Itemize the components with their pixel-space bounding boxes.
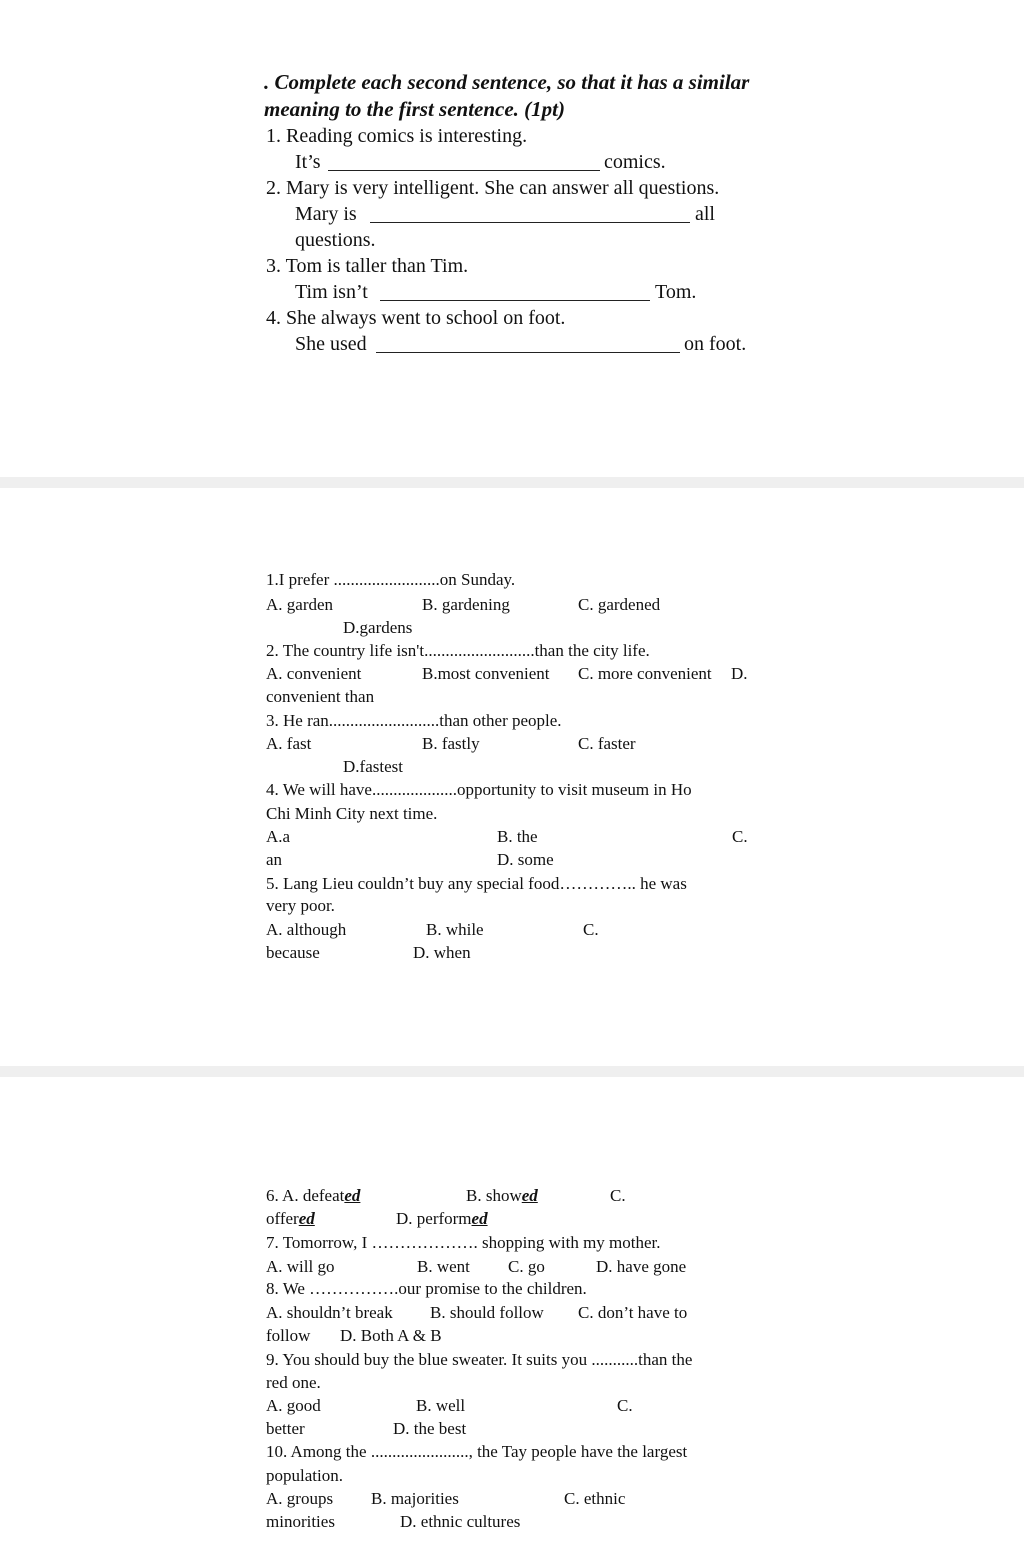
mc-7-option-b: B. went: [417, 1257, 470, 1276]
mc-6-option-c-word: [266, 1210, 315, 1227]
rewrite-question-1: 1. Reading comics is interesting.: [266, 125, 528, 147]
mc-6-option-b-text: B. show: [466, 1186, 522, 1205]
mc-8-option-b: B. should follow: [430, 1303, 544, 1322]
mc-6-option-a-text: 6. A. defeat: [266, 1186, 345, 1205]
mc-question-2: 2. The country life isn't..........................than the city life.: [266, 641, 650, 660]
mc-3-option-b: B. fastly: [422, 734, 480, 753]
rewrite-answer-4-blank[interactable]: [376, 352, 680, 353]
mc-5-option-c: C.: [583, 920, 599, 939]
mc-5-option-d: D. when: [413, 943, 471, 962]
mc-4-option-c-text: an: [266, 850, 283, 869]
mc-10-option-c: C. ethnic: [564, 1489, 626, 1508]
mc-question-10: 10. Among the ......................., the Tay people have the largest: [266, 1442, 688, 1461]
mc-6-option-b-ending: ed: [521, 1186, 538, 1205]
mc-6-option-d-ending: ed: [471, 1209, 488, 1228]
rewrite-answer-3-end: Tom.: [655, 281, 697, 303]
mc-7-option-d: D. have gone: [596, 1257, 687, 1276]
mc-8-option-c-text: follow: [266, 1326, 311, 1345]
mc-9-option-a: A. good: [266, 1396, 321, 1415]
rewrite-answer-3-start: Tim isn’t: [295, 281, 368, 303]
section-1-title-line-1: . Complete each second sentence, so that it has a similar: [264, 70, 750, 94]
mc-5-option-c-text: because: [266, 943, 320, 962]
rewrite-answer-2-start: Mary is: [295, 203, 357, 225]
mc-question-5: 5. Lang Lieu couldn’t buy any special food………….. he was: [266, 874, 687, 893]
mc-1-option-b: B. gardening: [422, 595, 510, 614]
mc-6-option-c: C.: [610, 1186, 626, 1205]
mc-2-option-a: A. convenient: [266, 664, 362, 683]
rewrite-answer-4-end: on foot.: [684, 333, 747, 355]
mc-5-option-b: B. while: [426, 920, 484, 939]
mc-question-10-continued: population.: [266, 1466, 343, 1485]
page-separator-1: [0, 477, 1024, 488]
rewrite-question-4: 4. She always went to school on foot.: [266, 307, 566, 329]
rewrite-question-2: 2. Mary is very intelligent. She can answer all questions.: [266, 177, 720, 199]
mc-6-option-a: [266, 1187, 360, 1204]
mc-6-option-b: [466, 1187, 538, 1204]
rewrite-question-3: 3. Tom is taller than Tim.: [266, 255, 469, 277]
mc-question-8: 8. We …………….our promise to the children.: [266, 1279, 587, 1298]
mc-7-option-a: A. will go: [266, 1257, 335, 1276]
rewrite-answer-1-end: comics.: [604, 151, 666, 173]
mc-question-9: 9. You should buy the blue sweater. It suits you ...........than the: [266, 1350, 693, 1369]
mc-1-option-d: D.gardens: [343, 618, 413, 637]
page-separator-2: [0, 1066, 1024, 1077]
rewrite-answer-2-blank[interactable]: [370, 222, 690, 223]
mc-4-option-b: B. the: [497, 827, 538, 846]
mc-8-option-d: D. Both A & B: [340, 1326, 442, 1345]
mc-9-option-d: D. the best: [393, 1419, 467, 1438]
mc-7-option-c: C. go: [508, 1257, 545, 1276]
mc-question-9-continued: red one.: [266, 1373, 321, 1392]
mc-1-option-c: C. gardened: [578, 595, 661, 614]
mc-question-3: 3. He ran..........................than other people.: [266, 711, 562, 730]
mc-3-option-d: D.fastest: [343, 757, 403, 776]
mc-9-option-c: C.: [617, 1396, 633, 1415]
mc-2-option-b: B.most convenient: [422, 664, 550, 683]
mc-5-option-a: A. although: [266, 920, 347, 939]
mc-4-option-d: D. some: [497, 850, 554, 869]
mc-9-option-c-text: better: [266, 1419, 305, 1438]
mc-2-option-c: C. more convenient: [578, 664, 712, 683]
mc-1-option-a: A. garden: [266, 595, 334, 614]
rewrite-answer-2-continued: questions.: [295, 229, 376, 251]
rewrite-answer-2-end: all: [695, 203, 715, 225]
mc-8-option-a: A. shouldn’t break: [266, 1303, 393, 1322]
mc-2-option-d-text: convenient than: [266, 687, 375, 706]
mc-4-option-c: C.: [732, 827, 748, 846]
mc-3-option-c: C. faster: [578, 734, 636, 753]
mc-question-5-continued: very poor.: [266, 896, 335, 915]
mc-2-option-d: D.: [731, 664, 748, 683]
mc-6-option-d-text: D. perform: [396, 1209, 472, 1228]
mc-question-4: 4. We will have....................opportunity to visit museum in Ho: [266, 780, 692, 799]
mc-10-option-a: A. groups: [266, 1489, 334, 1508]
mc-10-option-c-text: minorities: [266, 1512, 335, 1531]
mc-question-4-continued: Chi Minh City next time.: [266, 804, 438, 823]
rewrite-answer-3-blank[interactable]: [380, 300, 650, 301]
mc-6-option-c-text: offer: [266, 1209, 299, 1228]
mc-9-option-b: B. well: [416, 1396, 466, 1415]
mc-question-7: 7. Tomorrow, I ………………. shopping with my mother.: [266, 1233, 661, 1252]
rewrite-answer-1-start: It’s: [295, 151, 321, 173]
mc-4-option-a: A.a: [266, 827, 291, 846]
mc-3-option-a: A. fast: [266, 734, 312, 753]
mc-8-option-c: C. don’t have to: [578, 1303, 688, 1322]
mc-6-option-c-ending: ed: [298, 1209, 315, 1228]
rewrite-answer-4-start: She used: [295, 333, 367, 355]
mc-6-option-a-ending: ed: [344, 1186, 361, 1205]
mc-question-1: 1.I prefer .........................on Sunday.: [266, 570, 516, 589]
section-1-title-line-2: meaning to the first sentence. (1pt): [264, 97, 565, 121]
rewrite-answer-1-blank[interactable]: [328, 170, 600, 171]
mc-10-option-d: D. ethnic cultures: [400, 1512, 521, 1531]
mc-10-option-b: B. majorities: [371, 1489, 459, 1508]
mc-6-option-d: [396, 1210, 488, 1227]
